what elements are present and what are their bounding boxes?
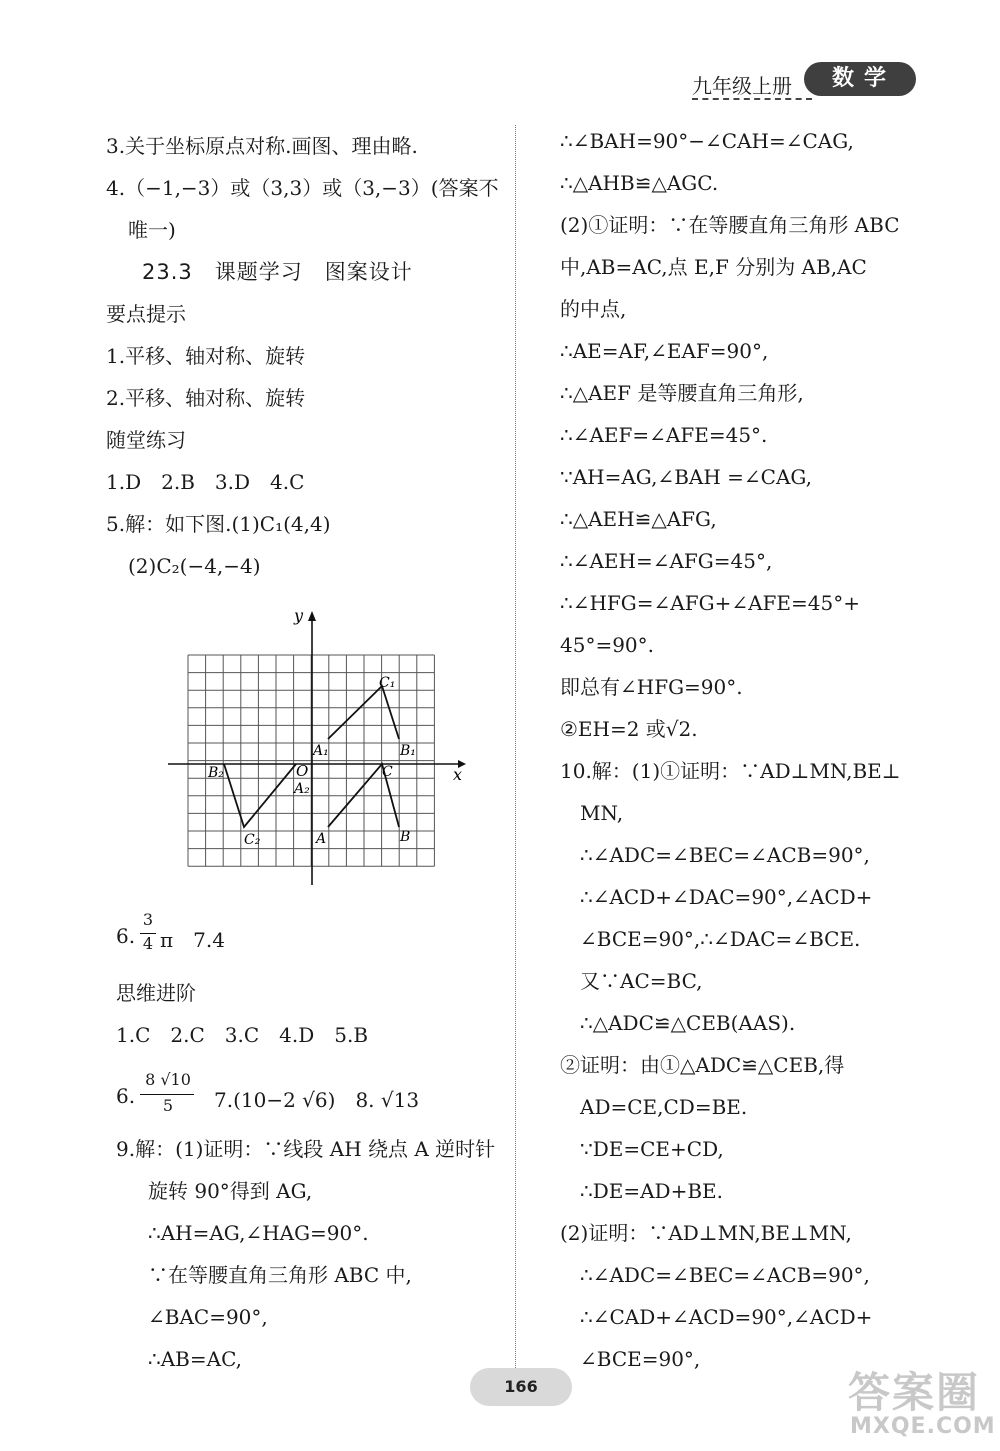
answer-line: 3.关于坐标原点对称.画图、理由略.	[106, 134, 418, 158]
fraction-denominator: 4	[142, 934, 154, 953]
coordinate-figure	[168, 607, 468, 887]
answer-line: 9.解：(1)证明：∵线段 AH 绕点 A 逆时针	[116, 1137, 496, 1161]
answer-line: 即总有∠HFG=90°.	[560, 675, 743, 699]
q6-prefix: 6.	[116, 1084, 136, 1108]
answer-line: ∴∠HFG=∠AFG+∠AFE=45°+	[560, 591, 860, 615]
answer-line: ∠BAC=90°,	[148, 1305, 268, 1329]
point-label-b1: B₁	[400, 743, 416, 759]
column-divider	[515, 125, 516, 1370]
answer-line: ∴∠CAD+∠ACD=90°,∠ACD+	[580, 1305, 873, 1329]
answer-line: (2)①证明：∵在等腰直角三角形 ABC	[560, 213, 900, 237]
fraction-numerator: 3	[142, 910, 154, 929]
answer-line: 唯一)	[128, 218, 176, 242]
answer-line: ∴∠ADC=∠BEC=∠ACB=90°,	[580, 1263, 870, 1287]
point-label-c2: C₂	[244, 832, 261, 848]
left-column-middle	[116, 972, 506, 1056]
answer-line: ②EH=2 或√2.	[560, 717, 698, 741]
answer-line: MN,	[580, 801, 624, 825]
point-label-c1: C₁	[379, 675, 396, 691]
answer-line: ∵DE=CE+CD,	[580, 1137, 724, 1161]
answer-line-fraction-b	[116, 1070, 516, 1122]
answer-line: 10.解：(1)①证明：∵AD⊥MN,BE⊥	[560, 759, 901, 783]
answer-line: ∴△AEF 是等腰直角三角形,	[560, 381, 804, 405]
right-column	[560, 120, 940, 1380]
answer-line: ∴AE=AF,∠EAF=90°,	[560, 339, 769, 363]
point-label-b2: B₂	[208, 765, 224, 781]
point-label-b: B	[400, 829, 411, 845]
answer-line: ∠BCE=90°,	[580, 1347, 701, 1371]
left-column-bottom	[116, 1128, 511, 1380]
answer-line: ②证明：由①△ADC≌△CEB,得	[560, 1053, 845, 1077]
origin-label: O	[296, 762, 309, 780]
y-label: y	[294, 607, 304, 625]
q6-prefix: 6.	[116, 924, 136, 948]
answer-line: ∴△ADC≌△CEB(AAS).	[580, 1011, 796, 1035]
q7-q8-answers: 7.(10−2 √6) 8. √13	[214, 1088, 420, 1112]
grade-label: 九年级上册	[692, 74, 792, 98]
point-label-a: A	[316, 831, 327, 847]
answer-line: 4.（−1,−3）或（3,3）或（3,−3）(答案不	[106, 176, 499, 200]
x-label: x	[453, 765, 463, 784]
section-heading: 要点提示	[106, 302, 186, 326]
answer-line: ∴△AHB≌△AGC.	[560, 171, 719, 195]
watermark-text: 答案圈	[848, 1368, 981, 1417]
answer-line: ∴AB=AC,	[148, 1347, 243, 1371]
point-label-a1: A₁	[313, 743, 329, 759]
left-column	[106, 125, 506, 587]
section-title: 23.3 课题学习 图案设计	[142, 260, 413, 284]
answer-line: 的中点,	[560, 297, 627, 321]
answer-line: 45°=90°.	[560, 633, 655, 657]
fraction-denominator: 5	[162, 1096, 174, 1115]
section-heading: 随堂练习	[106, 428, 186, 452]
answer-line: ∵在等腰直角三角形 ABC 中,	[148, 1263, 412, 1287]
answer-line: 又∵AC=BC,	[580, 969, 703, 993]
answer-line: 中,AB=AC,点 E,F 分别为 AB,AC	[560, 255, 867, 279]
answer-line: 旋转 90°得到 AG,	[148, 1179, 313, 1203]
answer-line: ∴AH=AG,∠HAG=90°.	[148, 1221, 369, 1245]
answer-line: (2)证明：∵AD⊥MN,BE⊥MN,	[560, 1221, 852, 1245]
point-label-c: C	[382, 764, 393, 780]
answer-line: ∴DE=AD+BE.	[580, 1179, 724, 1203]
answer-line: AD=CE,CD=BE.	[580, 1095, 748, 1119]
answer-line: 2.平移、轴对称、旋转	[106, 386, 306, 410]
answer-line: (2)C₂(−4,−4)	[128, 554, 261, 578]
subject-badge: 数学	[804, 62, 916, 96]
answer-line: ∴∠BAH=90°−∠CAH=∠CAG,	[560, 129, 854, 153]
watermark-url: MXQE.COM	[850, 1414, 996, 1439]
answer-line: ∴△AEH≌△AFG,	[560, 507, 717, 531]
header-rule	[692, 98, 812, 100]
watermark	[830, 1360, 995, 1445]
section-heading: 思维进阶	[116, 981, 196, 1005]
fraction-numerator: 8 √10	[145, 1070, 191, 1089]
answer-line: ∠BCE=90°,∴∠DAC=∠BCE.	[580, 927, 861, 951]
page-number: 166	[470, 1368, 572, 1406]
q6-suffix: π 7.4	[160, 928, 225, 952]
fraction-bar	[140, 1094, 194, 1095]
answer-line: 1.D 2.B 3.D 4.C	[106, 470, 305, 494]
y-axis-arrow	[308, 611, 316, 621]
answer-line: ∴∠ACD+∠DAC=90°,∠ACD+	[580, 885, 873, 909]
answer-line: 1.C 2.C 3.C 4.D 5.B	[116, 1023, 369, 1047]
answer-line: ∴∠AEH=∠AFG=45°,	[560, 549, 773, 573]
point-label-a2: A₂	[294, 781, 310, 797]
page-header	[692, 62, 922, 102]
answer-line: 5.解：如下图.(1)C₁(4,4)	[106, 512, 331, 536]
answer-line: 1.平移、轴对称、旋转	[106, 344, 306, 368]
answer-line: ∴∠ADC=∠BEC=∠ACB=90°,	[580, 843, 870, 867]
answer-line: ∴∠AEF=∠AFE=45°.	[560, 423, 768, 447]
answer-line: ∵AH=AG,∠BAH =∠CAG,	[560, 465, 813, 489]
